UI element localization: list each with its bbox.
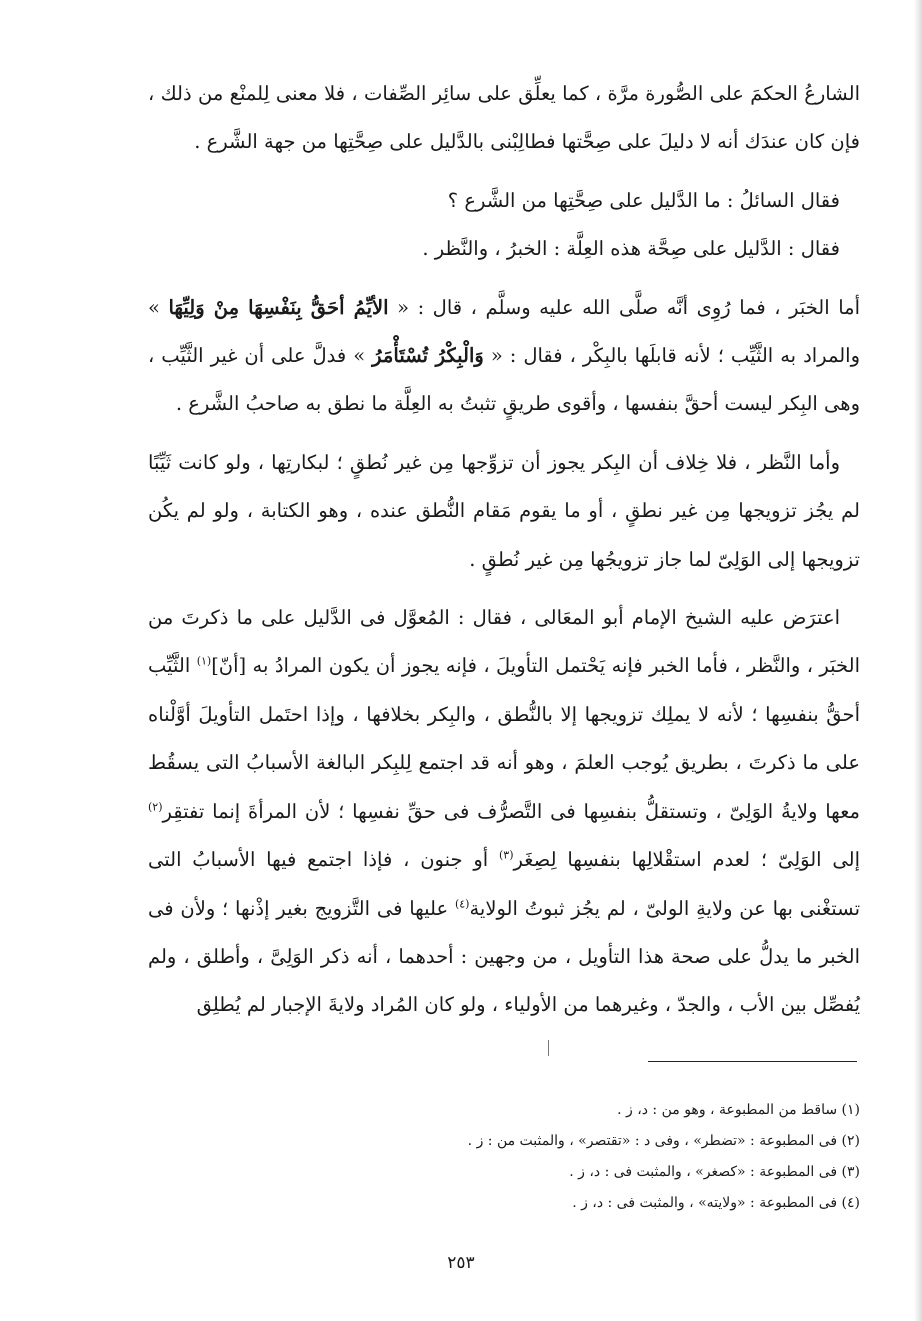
paragraph-6 — [148, 594, 860, 1030]
footnotes — [300, 1095, 860, 1219]
text-segment: أما الخبَر ، فما رُوِى أنَّه صلَّى الله عليه وسلَّم ، قال : « — [388, 295, 861, 319]
text-segment: » فدلَّ على أن غير الثَّيِّب ، وهى البِكر ليست أحقَّ بنفسها ، وأقوى طريقٍ تثبتُ به العِلَّة ما نطق به صاحبُ الشَّرع . — [148, 344, 860, 416]
footnote-separator — [648, 1061, 857, 1062]
ink-mark — [548, 1040, 549, 1056]
text-segment: أو جنون ، فإذا اجتمع فيها الأسبابُ التى تستغْنى بها عن ولايةِ الولىّ ، لم يجُز ثبوتُ الولاية — [148, 848, 860, 920]
footnote-marker[interactable]: (٤) — [454, 897, 470, 910]
footnote-2: (٢) فى المطبوعة : «تضطر» ، وفى د : «تقتصر» ، والمثبت من : ز . — [467, 1133, 860, 1149]
hadith-quote: الأيِّمُ أحَقُّ بِنَفْسِهَا مِنْ وَلِيِّهَا — [168, 295, 389, 319]
hadith-quote: وَالْبِكْرُ تُسْتَأْمَرُ — [372, 344, 484, 368]
text-segment: إلى الوَلِىّ ؛ لعدم استقْلالِها بنفسِها لِصِغَر — [513, 848, 860, 872]
text-segment: الثَّيِّب أحقُّ بنفسِها ؛ لأنه لا يملِك تزويجها إلا بالنُّطق ، والبِكر بخلافها ، وإذا احتَمل التأويلَ أوَّلْناه على ما ذكرتَ ، بطريق يُوجب العلمَ ، وهو أنه قد اجتمع لِلبِكر البالغة الأسبابُ التى يسقُط معها ولايةُ الوَلِىّ ، وتستقلُّ بنفسِها فى التَّصرُّف فى حقِّ نفسِها ؛ لأن المرأةَ إنما تفتقِر — [148, 654, 860, 823]
paragraph-3: فقال : الدَّليل على صِحَّة هذه العِلَّة : الخبرُ ، والنَّظر . — [422, 237, 840, 261]
text-segment: اعترَض عليه الشيخ الإمام أبو المعَالى ، فقال : المُعوَّل فى الدَّليل على ما ذكرتَ من الخبَر ، والنَّظر ، فأما الخبر فإنه يَحْتمل التأويلَ ، فإنه يجوز أن يكون المرادُ به [أنّ] — [148, 606, 860, 678]
main-text — [148, 70, 860, 1030]
paragraph-2: فقال السائلُ : ما الدَّليل على صِحَّتِها من الشَّرع ؟ — [447, 188, 840, 212]
paragraph-1: الشارعُ الحكمَ على الصُّورة مرَّة ، كما يعلِّق على سائِر الصِّفات ، فلا معنى لِلمنْع من ذلك ، فإن كان عندَك أنه لا دليلَ على صِحَّتها فطالِبْنى بالدَّليل على صِحَّتِها من جهة الشَّرع . — [148, 82, 860, 154]
text-segment: » والمراد به الثَّيِّب ؛ لأنه قابلَها بالبِكْر ، فقال : « — [148, 295, 860, 368]
footnote-marker[interactable]: (١) — [196, 654, 212, 668]
footnote-3: (٣) فى المطبوعة : «كصغر» ، والمثبت فى : د، ز . — [569, 1164, 860, 1180]
footnote-marker[interactable]: (٢) — [148, 800, 163, 814]
text-segment: عليها فى التَّزويج بغير إذْنها ؛ ولأن فى الخبر ما يدلُّ على صحة هذا التأويل ، من وجهين : أحدهما ، أنه ذكر الوَلِىَّ ، وأطلق ، ولم يُفصِّل بين الأب ، والجدّ ، وغيرهما من الأولياء ، ولو كان المُراد ولايةَ الإجبار لم يُطلِق — [148, 896, 860, 1017]
footnote-1: (١) ساقط من المطبوعة ، وهو من : د، ز . — [617, 1102, 860, 1118]
paragraph-4 — [148, 284, 860, 429]
page-number: ٢٥٣ — [447, 1253, 475, 1273]
paragraph-5: وأما النَّظر ، فلا خِلاف أن البِكر يجوز أن تزوِّجها مِن غير نُطقٍ ؛ لبكارتِها ، ولو كانت ثَيِّبًا لم يجُز تزويجها مِن غير نطقٍ ، أو ما يقوم مَقام النُّطق عنده ، وهو الكتابة ، ولو لم يكُن تزويجها إلى الوَلِىّ لما جاز تزويجُها مِن غير نُطقٍ . — [148, 450, 860, 571]
footnote-4: (٤) فى المطبوعة : «ولايته» ، والمثبت فى : د، ز . — [572, 1195, 860, 1211]
footnote-marker[interactable]: (٣) — [499, 848, 514, 862]
page-edge-shadow — [914, 0, 922, 1321]
